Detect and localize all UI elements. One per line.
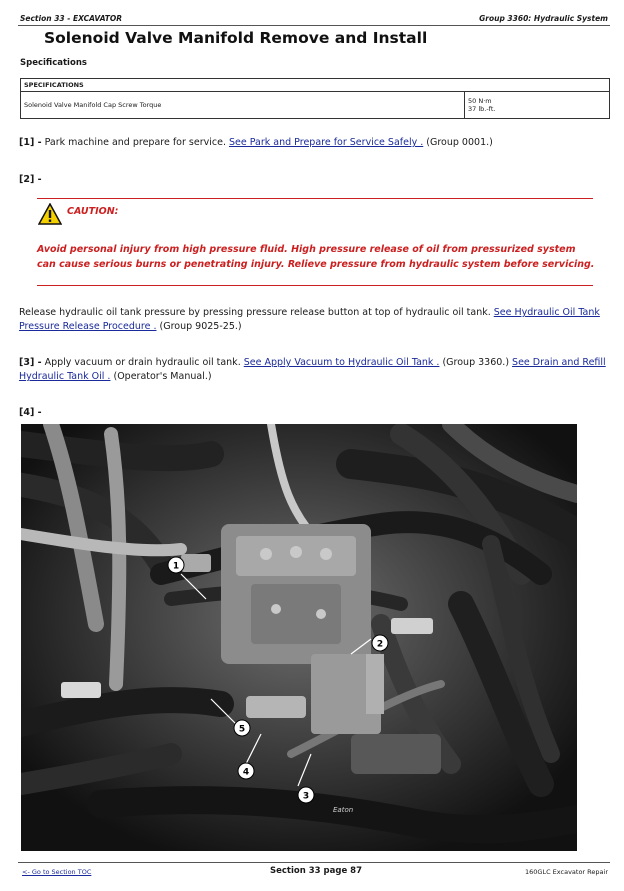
apply-vacuum-link[interactable]: See Apply Vacuum to Hydraulic Oil Tank .	[243, 357, 440, 368]
header-divider	[18, 25, 610, 26]
callout-3: 3	[302, 791, 310, 802]
spec-value	[465, 92, 610, 119]
step-3	[19, 356, 609, 384]
release-paragraph	[19, 306, 609, 334]
step-3-mid: (Group 3360.)	[439, 357, 513, 368]
warning-triangle-icon	[38, 203, 62, 225]
step-1-suffix: (Group 0001.)	[423, 137, 493, 148]
page-number: Section 33 page 87	[270, 866, 362, 876]
caution-label: CAUTION:	[67, 206, 119, 217]
tank-pressure-release-link[interactable]: See Hydraulic Oil Tank Pressure Release Procedure .	[19, 307, 600, 332]
caution-text: Avoid personal injury from high pressure fluid. High pressure release of oil from pressurized system can cause serious burns or penetrating injury. Relieve pressure from hydraulic system before servicing.	[37, 244, 595, 270]
step-2-number: [2] -	[19, 174, 42, 185]
step-3-suffix: (Operator's Manual.)	[110, 371, 212, 382]
step-4-number: [4] -	[19, 407, 42, 418]
specifications-table	[20, 78, 610, 119]
manifold-photo	[21, 424, 577, 851]
caution-bottom-rule	[37, 285, 593, 286]
go-to-section-toc-link[interactable]: <- Go to Section TOC	[22, 868, 92, 876]
step-1-number: [1] -	[19, 137, 42, 148]
step-1	[19, 136, 609, 150]
step-1-text: Park machine and prepare for service.	[41, 137, 229, 148]
spec-name: Solenoid Valve Manifold Cap Screw Torque	[21, 92, 465, 119]
callout-5: 5	[238, 724, 246, 735]
table-row	[21, 92, 610, 119]
callout-2: 2	[376, 639, 384, 650]
spec-value-metric: 50 N·m	[468, 97, 492, 105]
step-2	[19, 173, 609, 187]
park-prepare-link[interactable]: See Park and Prepare for Service Safely .	[229, 137, 424, 148]
page-title: Solenoid Valve Manifold Remove and Install	[44, 29, 428, 47]
spec-table-header: SPECIFICATIONS	[21, 79, 610, 92]
callout-4: 4	[242, 767, 250, 778]
step-4	[19, 406, 609, 420]
step-3-text: Apply vacuum or drain hydraulic oil tank.	[41, 357, 244, 368]
step-3-number: [3] -	[19, 357, 42, 368]
hose-brand-stamp: Eaton	[333, 806, 354, 814]
manual-title: 160GLC Excavator Repair	[525, 868, 608, 876]
caution-header	[38, 203, 62, 231]
release-text: Release hydraulic oil tank pressure by pressing pressure release button at top of hydraulic oil tank.	[19, 307, 494, 318]
spec-value-imperial: 37 lb.-ft.	[468, 105, 496, 113]
drain-refill-link[interactable]: See Drain and Refill Hydraulic Tank Oil .	[19, 357, 606, 382]
header-group: Group 3360: Hydraulic System	[479, 14, 608, 23]
specifications-heading: Specifications	[20, 58, 87, 68]
header-section: Section 33 - EXCAVATOR	[20, 14, 123, 23]
footer-divider	[18, 862, 610, 863]
caution-top-rule	[37, 198, 593, 199]
callout-1: 1	[172, 561, 180, 572]
release-suffix: (Group 9025-25.)	[156, 321, 242, 332]
